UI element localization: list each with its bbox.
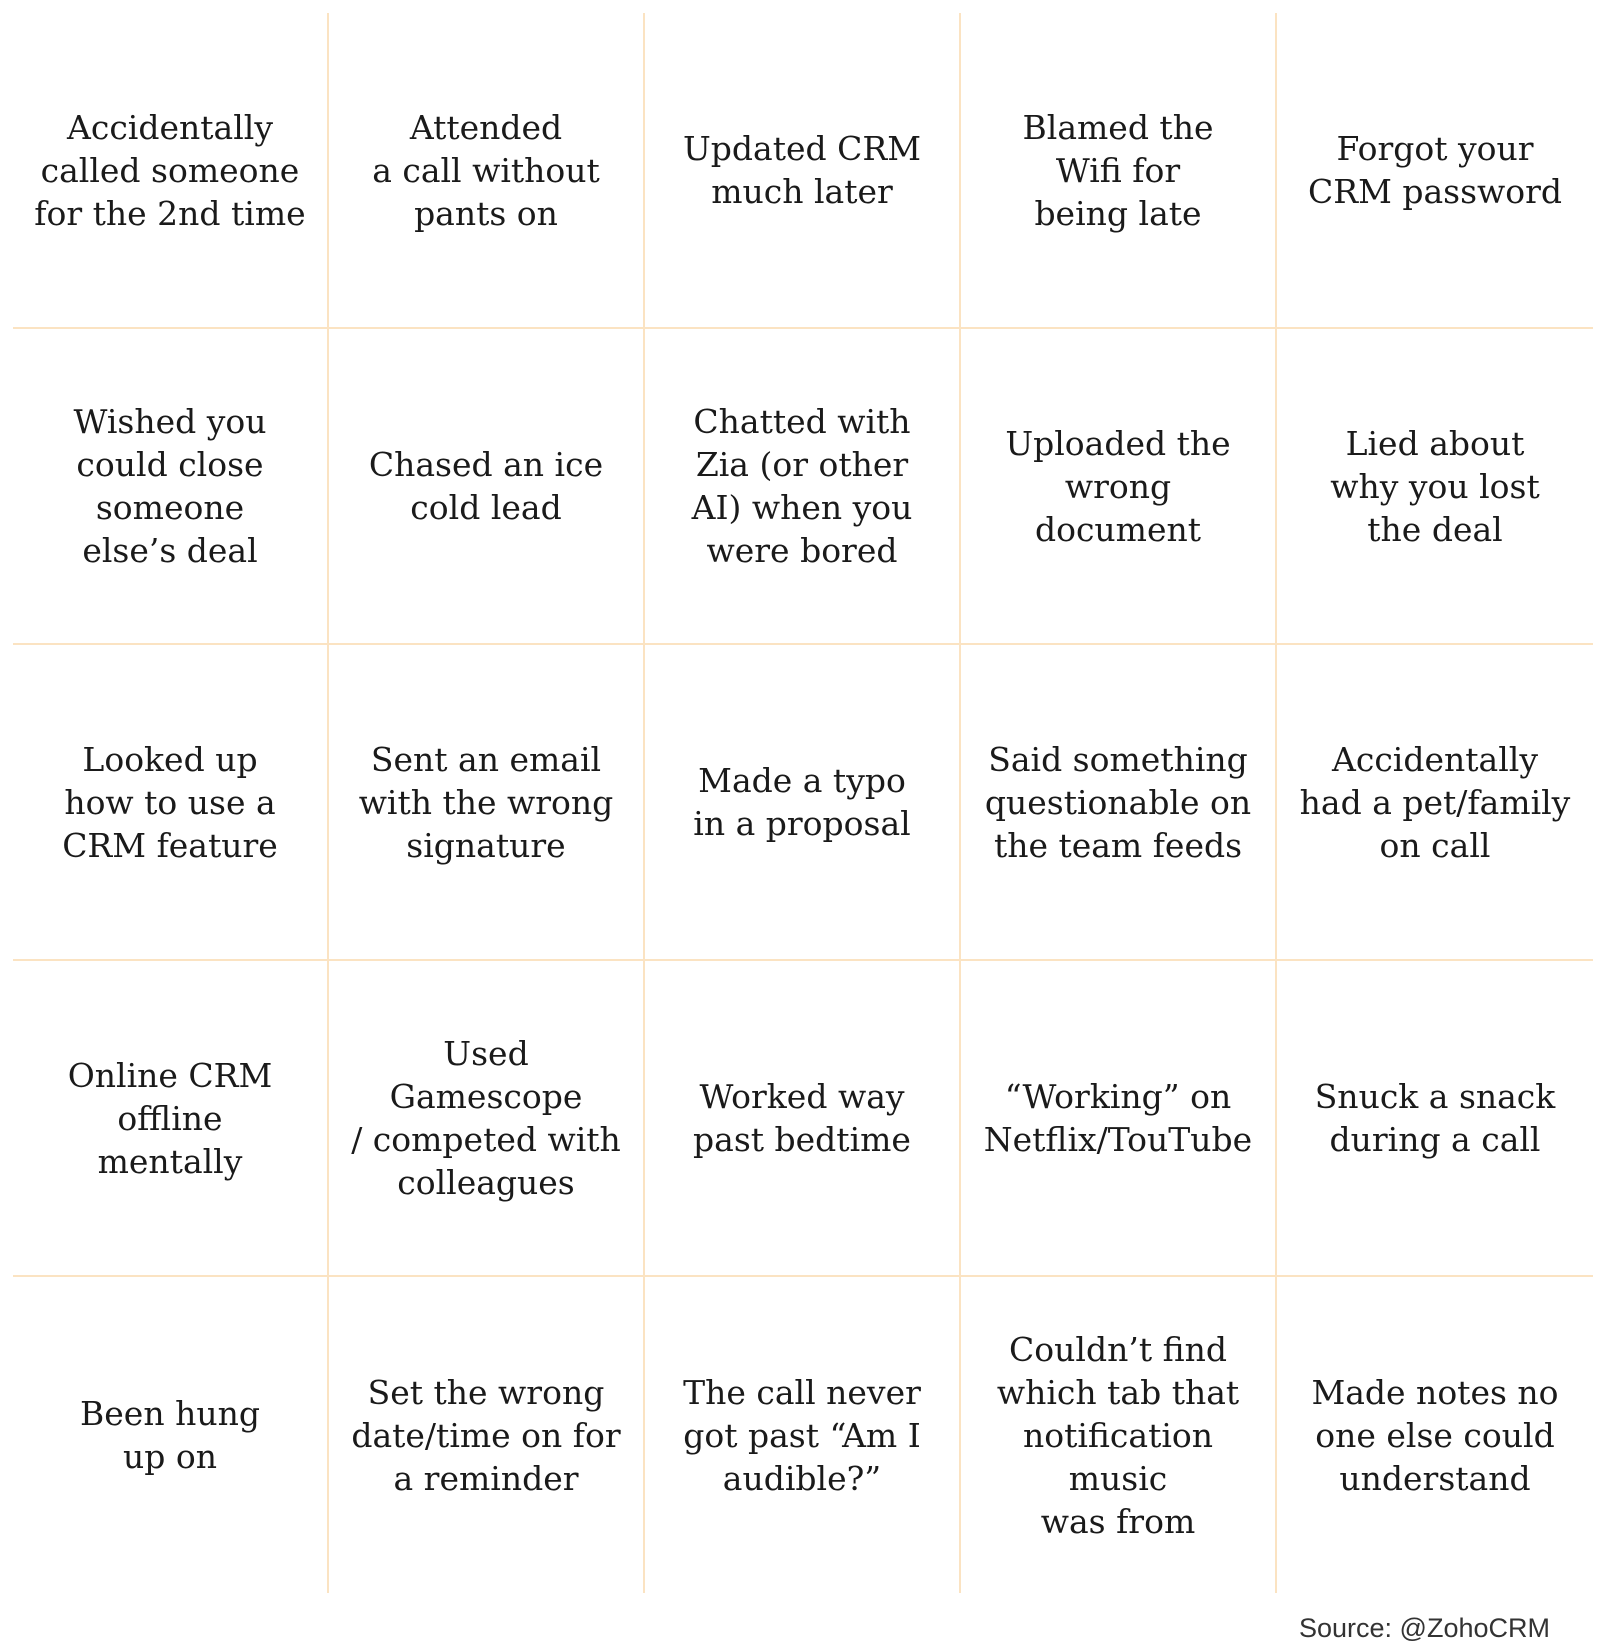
bingo-cell: Accidentally called someone for the 2nd time xyxy=(13,13,329,329)
bingo-cell: Uploaded the wrong document xyxy=(961,329,1277,645)
bingo-cell: Accidentally had a pet/family on call xyxy=(1277,645,1593,961)
bingo-grid xyxy=(13,13,1593,1593)
bingo-cell: “Working” on Netflix/TouTube xyxy=(961,961,1277,1277)
bingo-cell: Said something questionable on the team feeds xyxy=(961,645,1277,961)
bingo-cell: Lied about why you lost the deal xyxy=(1277,329,1593,645)
bingo-cell: Used Gamescope / competed with colleagues xyxy=(329,961,645,1277)
bingo-cell: Sent an email with the wrong signature xyxy=(329,645,645,961)
bingo-cell: Chased an ice cold lead xyxy=(329,329,645,645)
bingo-cell: Looked up how to use a CRM feature xyxy=(13,645,329,961)
bingo-cell: Wished you could close someone else’s deal xyxy=(13,329,329,645)
bingo-cell: Forgot your CRM password xyxy=(1277,13,1593,329)
bingo-cell: Made a typo in a proposal xyxy=(645,645,961,961)
bingo-cell: Updated CRM much later xyxy=(645,13,961,329)
bingo-cell: Set the wrong date/time on for a reminder xyxy=(329,1277,645,1593)
bingo-cell: Attended a call without pants on xyxy=(329,13,645,329)
bingo-cell: Chatted with Zia (or other AI) when you were bored xyxy=(645,329,961,645)
bingo-cell: The call never got past “Am I audible?” xyxy=(645,1277,961,1593)
bingo-cell: Couldn’t find which tab that notification music was from xyxy=(961,1277,1277,1593)
bingo-cell: Online CRM offline mentally xyxy=(13,961,329,1277)
bingo-cell: Snuck a snack during a call xyxy=(1277,961,1593,1277)
bingo-cell: Worked way past bedtime xyxy=(645,961,961,1277)
bingo-cell: Been hung up on xyxy=(13,1277,329,1593)
bingo-cell: Made notes no one else could understand xyxy=(1311,1372,1559,1498)
source-credit: Source: @ZohoCRM xyxy=(1299,1613,1550,1643)
bingo-cell: Blamed the Wifi for being late xyxy=(961,13,1277,329)
